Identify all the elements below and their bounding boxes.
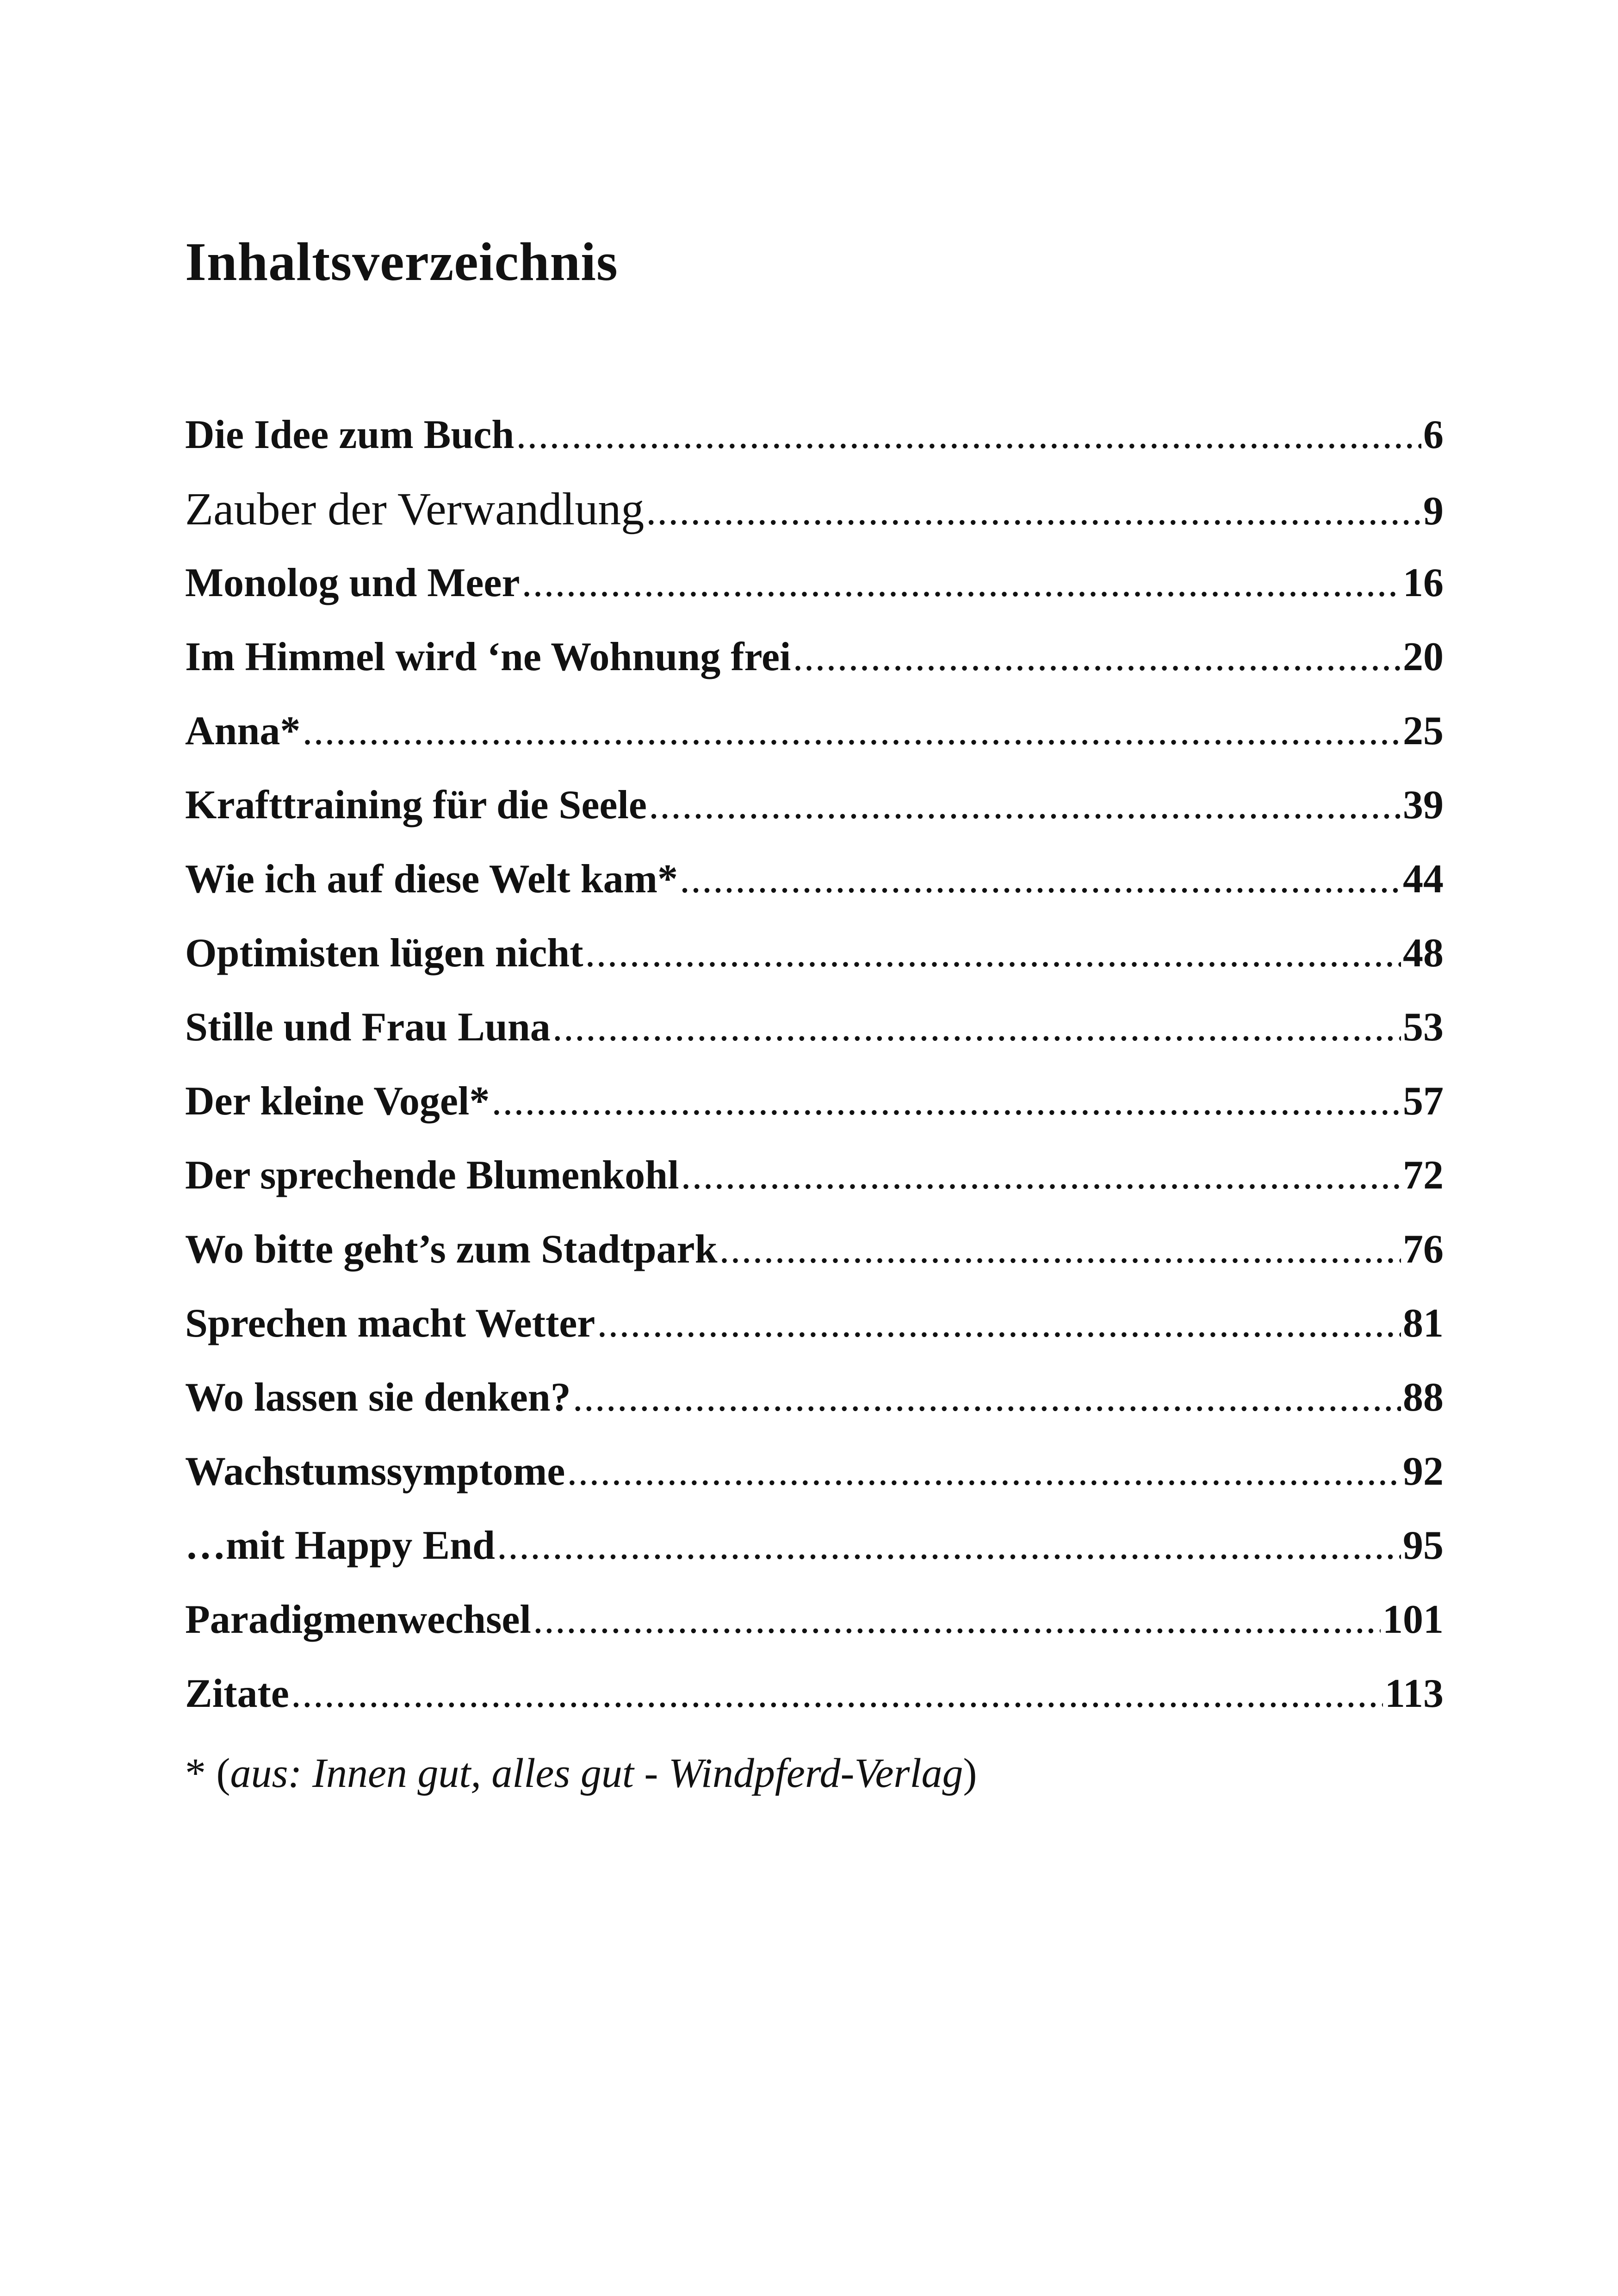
toc-entry-der-kleine-vogel[interactable]: [185, 1064, 1444, 1139]
toc-entry-title: Wie ich auf diese Welt kam*: [185, 857, 678, 902]
toc-entry-title: Die Idee zum Buch: [185, 412, 515, 457]
dot-leader: [302, 694, 1401, 768]
toc-entry-zauber-der-verwandlung[interactable]: [185, 472, 1444, 546]
toc-entry-page: 113: [1384, 1671, 1444, 1716]
toc-entry-title: Anna*: [185, 709, 301, 753]
toc-entry-page: 9: [1423, 489, 1444, 534]
toc-entry-anna[interactable]: [185, 694, 1444, 768]
toc-entry-zitate[interactable]: [185, 1657, 1444, 1731]
toc-entry-die-idee-zum-buch[interactable]: [185, 398, 1444, 472]
toc-entry-page: 92: [1403, 1449, 1444, 1494]
dot-leader: [533, 1583, 1381, 1657]
dot-leader: [585, 916, 1401, 990]
toc-entry-page: 16: [1403, 560, 1444, 605]
toc-entry-title: Krafttraining für die Seele: [185, 783, 647, 828]
page-title: Inhaltsverzeichnis: [185, 231, 618, 292]
toc-entry-title: Der sprechende Blumenkohl: [185, 1153, 679, 1198]
toc-entry-im-himmel[interactable]: [185, 620, 1444, 694]
footnote-source: aus: Innen gut, alles gut - Windpferd-Verlag: [230, 1750, 963, 1796]
toc-entry-krafttraining[interactable]: [185, 768, 1444, 842]
toc-entry-title: Paradigmenwechsel: [185, 1597, 531, 1642]
toc-entry-page: 6: [1423, 412, 1444, 457]
footnote: [185, 1749, 977, 1797]
toc-entry-title: Wachstumssymptome: [185, 1449, 565, 1494]
dot-leader: [719, 1213, 1401, 1287]
toc-entry-optimisten[interactable]: [185, 916, 1444, 990]
toc-entry-title: …mit Happy End: [185, 1523, 495, 1568]
toc-entry-title: Optimisten lügen nicht: [185, 931, 583, 976]
toc-entry-monolog-und-meer[interactable]: [185, 546, 1444, 620]
toc-entry-title: Im Himmel wird ‘ne Wohnung frei: [185, 635, 791, 679]
dot-leader: [522, 546, 1401, 620]
toc-entry-page: 88: [1403, 1375, 1444, 1420]
toc-entry-title: Zauber der Verwandlung: [185, 483, 645, 535]
toc-entry-wo-lassen-sie-denken[interactable]: [185, 1361, 1444, 1435]
toc-entry-wachstumssymptome[interactable]: [185, 1435, 1444, 1509]
toc-entry-title: Monolog und Meer: [185, 560, 520, 605]
toc-entry-page: 81: [1403, 1301, 1444, 1346]
toc-entry-page: 53: [1403, 1005, 1444, 1050]
toc-entry-title: Der kleine Vogel*: [185, 1079, 490, 1124]
dot-leader: [516, 398, 1421, 472]
toc-entry-stille-und-frau-luna[interactable]: [185, 990, 1444, 1064]
toc-entry-page: 95: [1403, 1523, 1444, 1568]
dot-leader: [552, 990, 1401, 1064]
toc-entry-page: 20: [1403, 635, 1444, 679]
toc-entry-page: 48: [1403, 931, 1444, 976]
toc-entry-mit-happy-end[interactable]: [185, 1509, 1444, 1583]
table-of-contents: [185, 398, 1444, 1731]
footnote-prefix: * (: [185, 1750, 230, 1796]
toc-entry-page: 25: [1403, 709, 1444, 753]
dot-leader: [597, 1287, 1401, 1361]
dot-leader: [680, 842, 1401, 916]
toc-entry-page: 72: [1403, 1153, 1444, 1198]
dot-leader: [491, 1064, 1401, 1139]
dot-leader: [291, 1657, 1383, 1731]
toc-entry-paradigmenwechsel[interactable]: [185, 1583, 1444, 1657]
footnote-suffix: ): [963, 1750, 977, 1796]
toc-entry-title: Zitate: [185, 1671, 289, 1716]
dot-leader: [681, 1139, 1401, 1213]
toc-entry-title: Stille und Frau Luna: [185, 1005, 551, 1050]
toc-entry-page: 101: [1382, 1597, 1444, 1642]
toc-entry-page: 57: [1403, 1079, 1444, 1124]
toc-entry-page: 39: [1403, 783, 1444, 828]
toc-entry-wie-ich-auf-diese-welt-kam[interactable]: [185, 842, 1444, 916]
toc-entry-title: Wo bitte geht’s zum Stadtpark: [185, 1227, 718, 1272]
toc-entry-title: Sprechen macht Wetter: [185, 1301, 595, 1346]
toc-entry-title: Wo lassen sie denken?: [185, 1375, 571, 1420]
dot-leader: [649, 768, 1401, 842]
toc-entry-page: 76: [1403, 1227, 1444, 1272]
dot-leader: [567, 1435, 1401, 1509]
dot-leader: [793, 620, 1401, 694]
toc-entry-sprechen-macht-wetter[interactable]: [185, 1287, 1444, 1361]
toc-entry-blumenkohl[interactable]: [185, 1139, 1444, 1213]
toc-entry-page: 44: [1403, 857, 1444, 902]
dot-leader: [646, 474, 1421, 548]
toc-entry-stadtpark[interactable]: [185, 1213, 1444, 1287]
dot-leader: [573, 1361, 1401, 1435]
dot-leader: [497, 1509, 1401, 1583]
